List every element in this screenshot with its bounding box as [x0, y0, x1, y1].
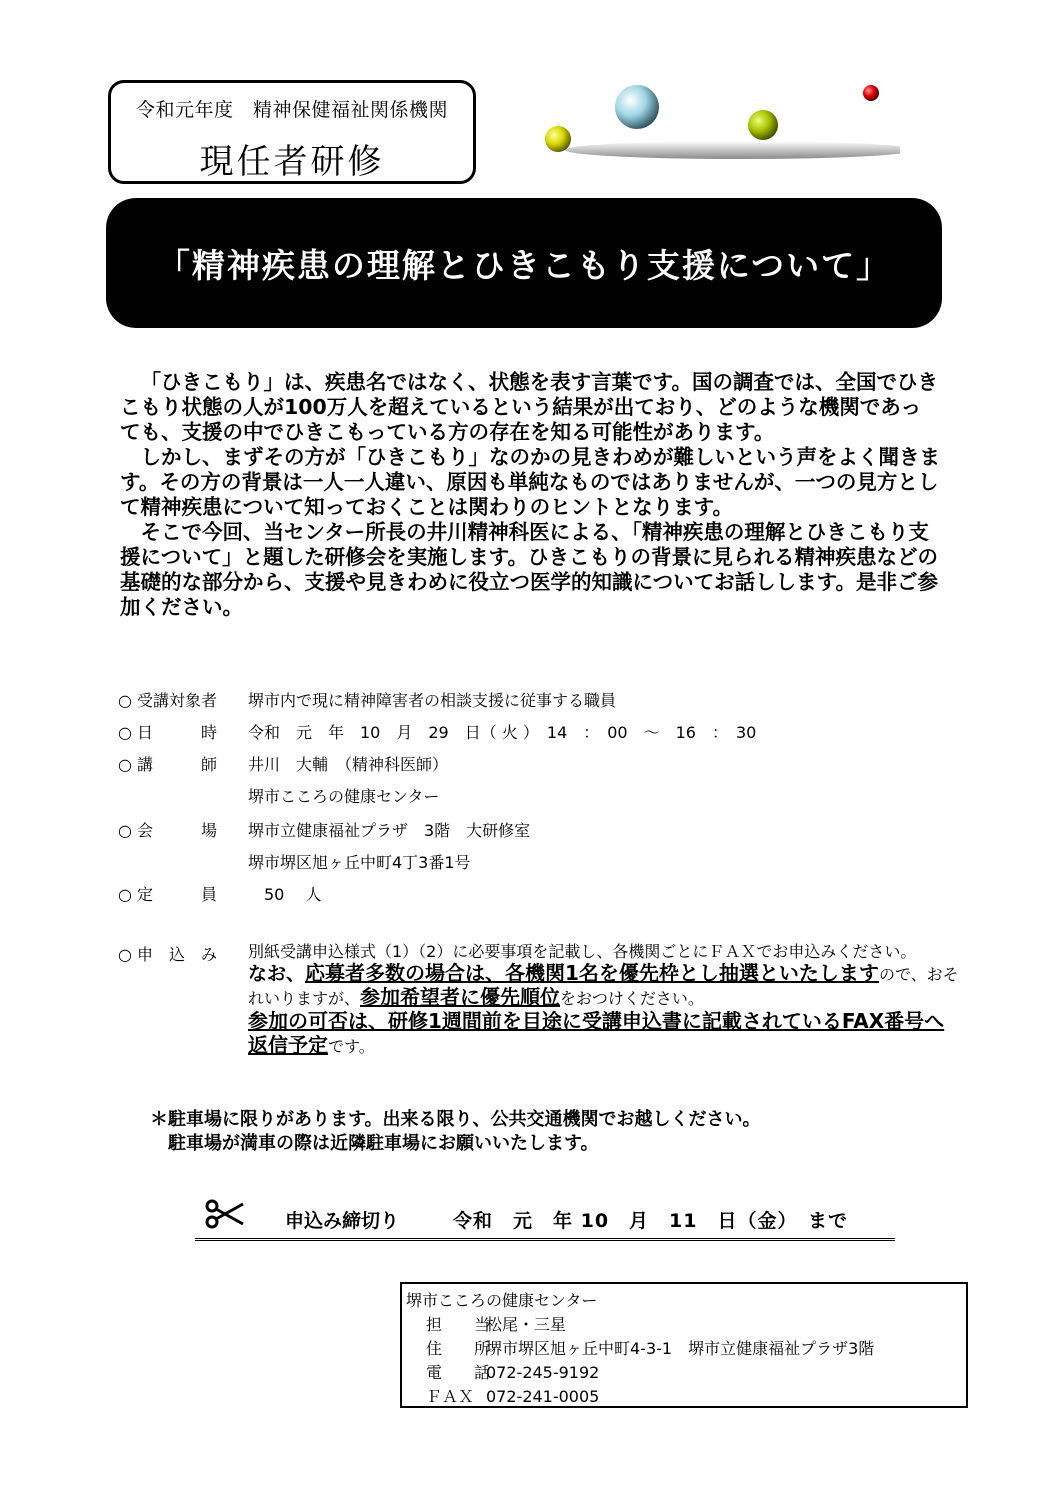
header-subtitle: 令和元年度 精神保健福祉関係機関 — [135, 99, 448, 121]
info-apply — [118, 942, 978, 1082]
info-value: 令和 元 年 10 月 29 日（ 火 ） 14 ： 00 ～ 16 ： 30 — [248, 723, 757, 742]
parking-notice — [150, 1108, 761, 1156]
apply-line — [248, 1010, 960, 1058]
title-banner — [106, 198, 942, 328]
info-datetime — [118, 720, 756, 743]
apply-emphasis: 参加希望者に優先順位 — [360, 985, 561, 1009]
apply-emphasis: 参加の可否は、研修1週間前を目途に受講申込書に記載されているFAX番号へ返信予定 — [248, 1009, 945, 1057]
deadline — [195, 1194, 895, 1241]
info-target — [118, 688, 616, 711]
info-label: ○ 受講対象者 — [118, 691, 218, 710]
notice-line: ＊駐車場に限りがあります。出来る限り、公共交通機関でお越しください。 — [150, 1109, 761, 1130]
info-label: ○ 日 時 — [118, 723, 218, 742]
info-value: 50 人 — [248, 885, 322, 904]
header-box — [108, 80, 476, 184]
info-value: 堺市内で現に精神障害者の相談支援に従事する職員 — [248, 691, 617, 710]
sphere-shadow — [565, 141, 900, 159]
info-label: ○ 講 師 — [118, 755, 218, 774]
apply-text: なお、 — [248, 963, 306, 985]
contact-label: 電 話 — [426, 1363, 491, 1382]
apply-text: です。 — [328, 1037, 375, 1056]
contact-phone — [426, 1360, 599, 1383]
apply-line — [248, 962, 960, 1010]
deadline-date: 令和 元 年 10 月 11 日（金） まで — [453, 1210, 848, 1232]
contact-box — [400, 1282, 968, 1408]
contact-label: 住 所 — [426, 1339, 491, 1358]
intro-paragraph: そこで今回、当センター所長の井川精神科医による、「精神疾患の理解とひきこもり支援について」と題した研修会を実施します。ひきこもりの背景に見られる精神疾患などの基礎的な部分から、支援や見きわめに役立つ医学的知識についてお話しします。是非ご参加ください。 — [120, 520, 938, 619]
info-value: 堺市立健康福祉プラザ 3階 大研修室 — [248, 821, 531, 840]
banner-title: 「精神疾患の理解とひきこもり支援について」 — [156, 245, 892, 285]
contact-value: 072-245-9192 — [486, 1363, 600, 1382]
scissors-icon — [205, 1198, 245, 1230]
apply-text: ので、おそれいりますが、 — [248, 965, 959, 1008]
info-label: ○ 申 込 み — [118, 945, 218, 964]
apply-line: 別紙受講申込様式（1）（2）に必要事項を記載し、各機関ごとにＦＡＸでお申込みください。 — [248, 942, 917, 961]
contact-person — [426, 1312, 566, 1335]
info-label: ○ 会 場 — [118, 821, 218, 840]
contact-value: 松尾・三星 — [486, 1315, 567, 1334]
sphere-yellow — [545, 126, 571, 152]
info-value: 堺市堺区旭ヶ丘中町4丁3番1号 — [248, 853, 471, 872]
info-lecturer-org — [118, 784, 439, 807]
intro-paragraph: 「ひきこもり」は、疾患名ではなく、状態を表す言葉です。国の調査では、全国でひきこもり状態の人が100万人を超えているという結果が出ており、どのような機関であっても、支援の中でひきこもっている方の存在を知る可能性があります。 — [120, 370, 938, 444]
info-value: 井川 大輔 （精神科医師） — [248, 755, 449, 774]
apply-emphasis: 応募者多数の場合は、各機関1名を優先枠とし抽選といたします — [305, 961, 879, 985]
apply-details — [248, 942, 960, 1058]
apply-text: をおつけください。 — [560, 989, 704, 1008]
contact-label: ＦＡＸ — [426, 1387, 475, 1406]
info-capacity — [118, 882, 321, 905]
intro-paragraph: しかし、まずその方が「ひきこもり」なのかの見きわめが難しいという声をよく聞きます。その方の背景は一人一人違い、原因も単純なものではありませんが、一つの見方として精神疾患について知っておくことは関わりのヒントとなります。 — [120, 445, 940, 519]
decorative-spheres — [540, 80, 900, 170]
contact-label: 担 当 — [426, 1315, 491, 1334]
info-value: 堺市こころの健康センター — [248, 787, 440, 806]
info-lecturer — [118, 752, 448, 775]
header-title: 現任者研修 — [199, 142, 385, 182]
sphere-red — [863, 85, 879, 101]
info-venue — [118, 818, 530, 841]
contact-address — [426, 1336, 874, 1359]
contact-org: 堺市こころの健康センター — [406, 1291, 598, 1310]
notice-line: 駐車場が満車の際は近隣駐車場にお願いいたします。 — [168, 1133, 599, 1154]
info-venue-address — [118, 850, 471, 873]
sphere-blue — [615, 85, 659, 129]
contact-value: 堺市堺区旭ヶ丘中町4-3-1 堺市立健康福祉プラザ3階 — [486, 1339, 875, 1358]
contact-value: 072-241-0005 — [486, 1387, 600, 1406]
intro-text — [120, 370, 940, 620]
sphere-green — [748, 110, 778, 140]
info-label: ○ 定 員 — [118, 885, 218, 904]
deadline-label: 申込み締切り — [285, 1210, 400, 1232]
contact-fax — [426, 1384, 599, 1407]
